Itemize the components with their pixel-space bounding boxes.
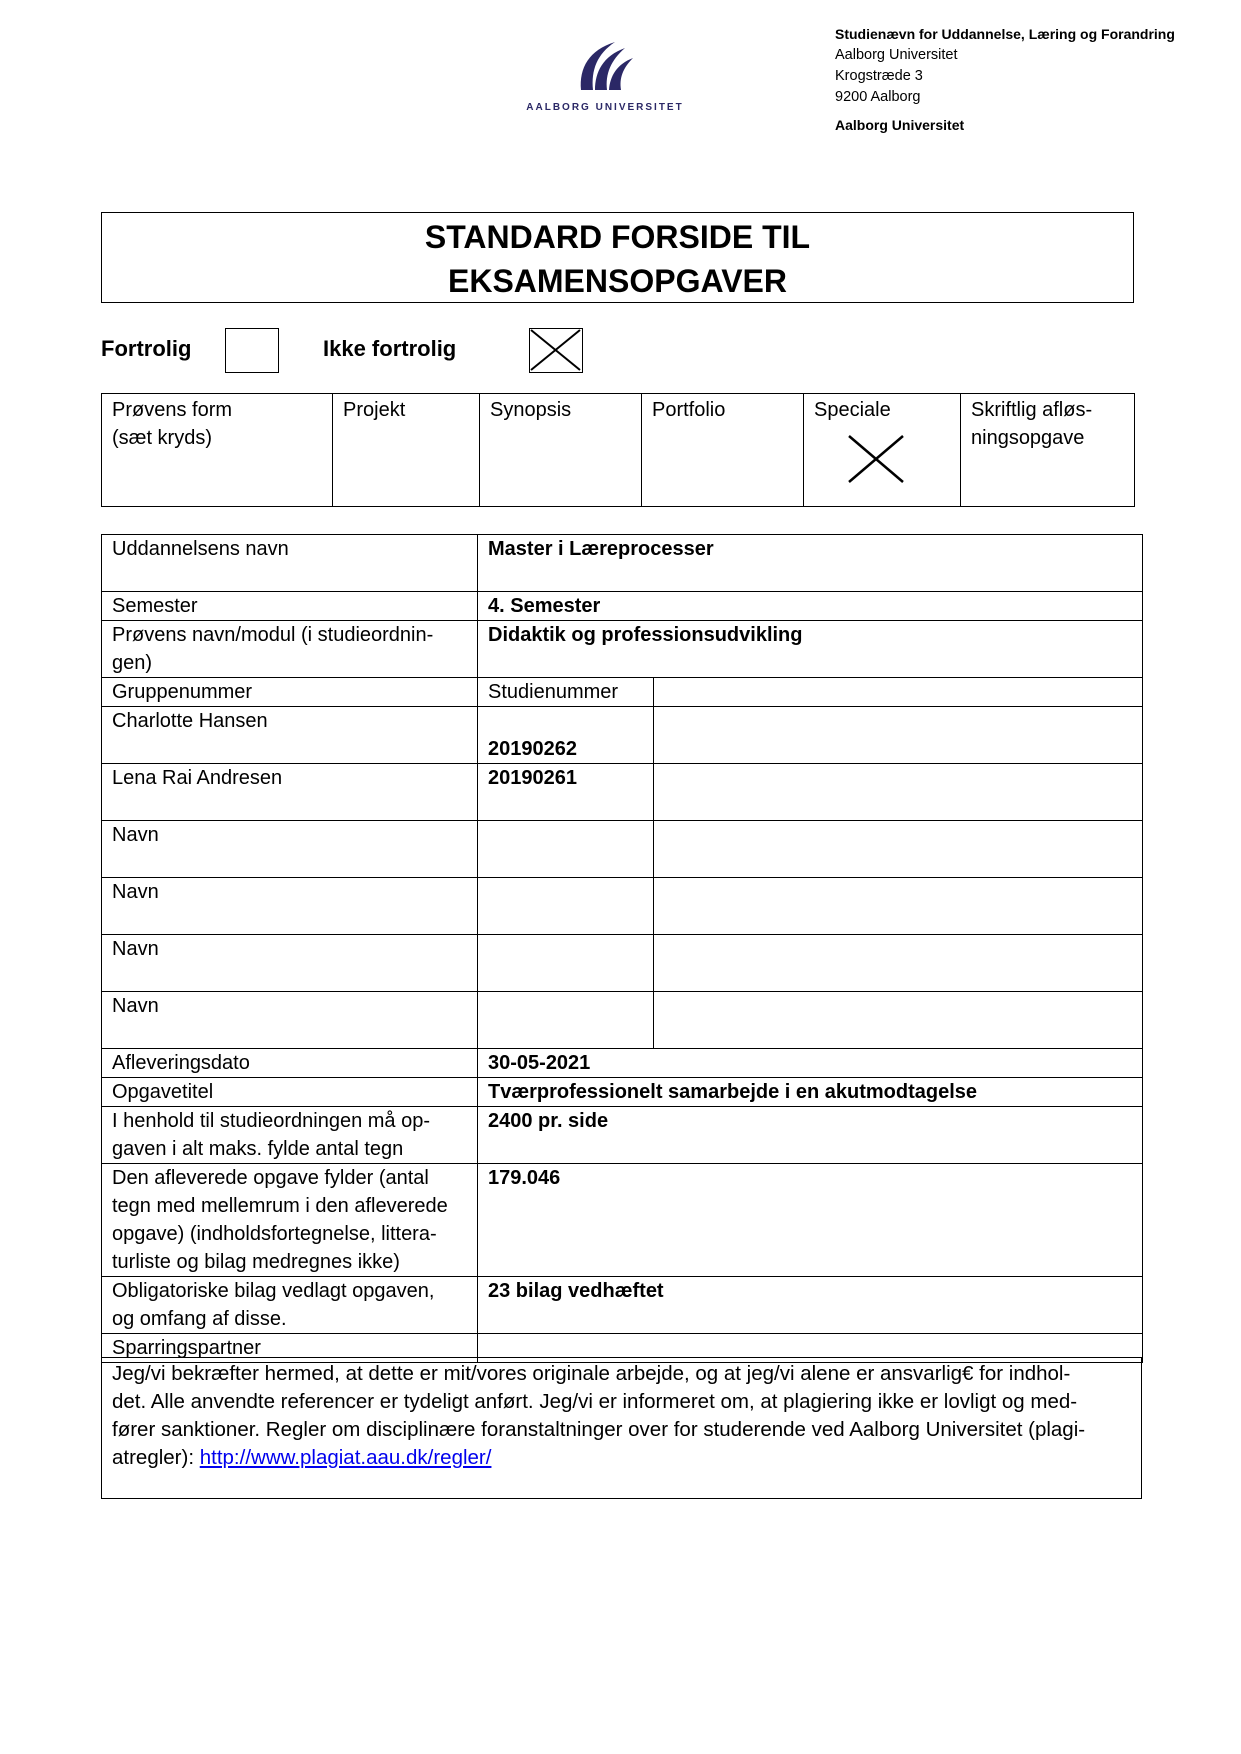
sparring-label: Sparringspartner [102, 1334, 478, 1363]
student-number [478, 935, 654, 992]
student-name: Charlotte Hansen [102, 707, 478, 764]
declaration-text: Jeg/vi bekræfter hermed, at dette er mit/vores originale arbejde, og at jeg/vi alene er ansvarlig€ for indhol- det. Alle anvendte referencer er tydeligt anført. Jeg/vi er informeret om, at plagiering ikke er lovligt og med- fører sanktioner. Regler om disciplinære foranstaltninger over for studerende ved Aalborg Universitet (plagi- atregler): http://www.plagiat.aau.dk/regler/ [101, 1357, 1142, 1499]
table-row [102, 707, 1143, 764]
table-row [102, 1078, 1143, 1107]
title-line-1: STANDARD FORSIDE TIL [424, 219, 811, 255]
assignment-title-label: Opgavetitel [102, 1078, 478, 1107]
empty-cell [654, 707, 1143, 764]
empty-cell [654, 992, 1143, 1049]
postal-city: 9200 Aalborg [835, 89, 921, 105]
not-confidential-checkbox[interactable] [529, 328, 583, 373]
student-number [478, 992, 654, 1049]
module-label: Prøvens navn/modul (i studieordnin- gen) [102, 621, 478, 678]
table-row [102, 1107, 1143, 1164]
exam-info-table [101, 534, 1143, 1363]
empty-cell [654, 764, 1143, 821]
student-name: Navn [102, 935, 478, 992]
student-number: 20190261 [478, 764, 654, 821]
table-row [102, 764, 1143, 821]
student-number: 20190262 [478, 707, 654, 764]
module-value: Didaktik og professionsudvikling [478, 621, 1143, 678]
max-chars-value: 2400 pr. side [478, 1107, 1143, 1164]
table-row [102, 1164, 1143, 1277]
plagiarism-rules-link[interactable]: http://www.plagiat.aau.dk/regler/ [199, 1446, 492, 1469]
student-name: Navn [102, 821, 478, 878]
student-name: Navn [102, 992, 478, 1049]
table-row [102, 621, 1143, 678]
empty-cell [654, 678, 1143, 707]
cross-icon [530, 329, 581, 371]
max-chars-label: I henhold til studieordningen må op- gaven i alt maks. fylde antal tegn [102, 1107, 478, 1164]
not-confidential-label: Ikke fortrolig [323, 336, 457, 361]
table-row [102, 1277, 1143, 1334]
empty-cell [654, 935, 1143, 992]
table-row [102, 821, 1143, 878]
exam-form-table [101, 393, 1135, 507]
table-row [102, 935, 1143, 992]
submitted-chars-label: Den afleverede opgave fylder (antal tegn med mellemrum i den afleverede opgave) (indholdsfortegnelse, littera- turliste og bilag medregnes ikke) [102, 1164, 478, 1277]
due-date-value: 30-05-2021 [478, 1049, 1143, 1078]
exam-form-option-portfolio[interactable]: Portfolio [642, 394, 804, 507]
table-row [102, 678, 1143, 707]
university-name: Aalborg Universitet [835, 47, 958, 63]
table-row [102, 535, 1143, 592]
appendix-label: Obligatoriske bilag vedlagt opgaven, og omfang af disse. [102, 1277, 478, 1334]
assignment-title-value: Tværprofessionelt samarbejde i en akutmodtagelse [478, 1078, 1143, 1107]
confidential-label: Fortrolig [101, 336, 192, 361]
aau-logo [520, 38, 690, 128]
confidentiality-row [101, 328, 701, 374]
education-value: Master i Læreprocesser [478, 535, 1143, 592]
education-label: Uddannelsens navn [102, 535, 478, 592]
group-number-label: Gruppenummer [102, 678, 478, 707]
due-date-label: Afleveringsdato [102, 1049, 478, 1078]
university-name-bold: Aalborg Universitet [835, 117, 965, 133]
semester-value: 4. Semester [478, 592, 1143, 621]
header-address [835, 24, 1175, 136]
student-number [478, 821, 654, 878]
student-name: Navn [102, 878, 478, 935]
table-row [102, 1049, 1143, 1078]
table-row [102, 878, 1143, 935]
exam-form-option-projekt[interactable]: Projekt [333, 394, 480, 507]
exam-form-option-speciale[interactable]: Speciale [804, 394, 961, 507]
street-address: Krogstræde 3 [835, 68, 923, 84]
exam-form-label: Prøvens form (sæt kryds) [102, 394, 333, 507]
exam-form-option-skriftlig[interactable]: Skriftlig afløs- ningsopgave [961, 394, 1135, 507]
logo-text: AALBORG UNIVERSITET [526, 102, 684, 113]
aau-wave-icon [575, 38, 635, 94]
submitted-chars-value: 179.046 [478, 1164, 1143, 1277]
empty-cell [654, 821, 1143, 878]
student-number-label: Studienummer [478, 678, 654, 707]
title-line-2: EKSAMENSOPGAVER [447, 263, 787, 299]
study-board-name: Studienævn for Uddannelse, Læring og Forandring [835, 26, 1175, 42]
appendix-value: 23 bilag vedhæftet [478, 1277, 1143, 1334]
table-row [102, 992, 1143, 1049]
empty-cell [654, 878, 1143, 935]
student-number [478, 878, 654, 935]
selected-cross-icon [848, 435, 904, 483]
confidential-checkbox[interactable] [225, 328, 279, 373]
page-title [101, 212, 1134, 303]
exam-form-option-synopsis[interactable]: Synopsis [480, 394, 642, 507]
table-row [102, 592, 1143, 621]
semester-label: Semester [102, 592, 478, 621]
student-name: Lena Rai Andresen [102, 764, 478, 821]
